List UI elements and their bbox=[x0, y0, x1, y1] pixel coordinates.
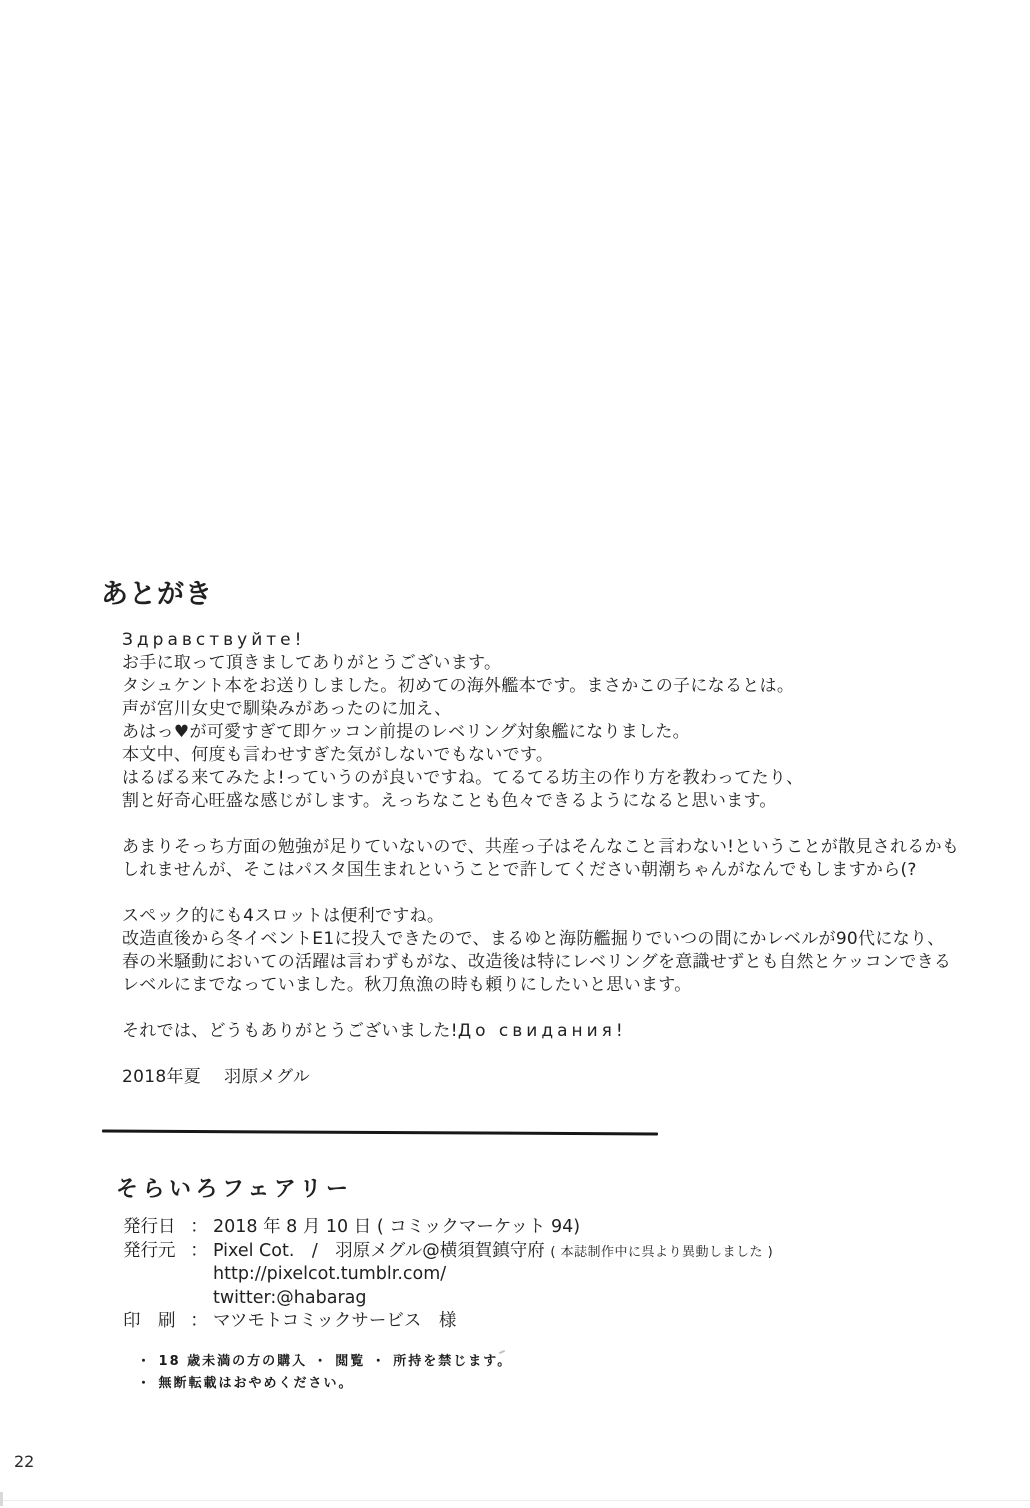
note-line: ・ 無断転載はおやめください。 bbox=[137, 1375, 354, 1391]
colophon-colon: ： bbox=[190, 1240, 208, 1261]
colophon bbox=[123, 1216, 773, 1334]
colophon-row bbox=[123, 1263, 773, 1287]
afterword-line bbox=[122, 928, 952, 951]
colophon-colon: ： bbox=[190, 1311, 208, 1331]
colophon-colon bbox=[185, 1263, 213, 1287]
note-line: ・ 18 歳未満の方の購入 ・ 閲覧 ・ 所持を禁じます。 bbox=[137, 1354, 513, 1369]
colophon-value bbox=[213, 1263, 446, 1287]
text-segment: レベルにまでなっていました。秋刀魚漁の時も頼りにしたいと思います。 bbox=[122, 975, 692, 995]
blank-line bbox=[122, 813, 952, 836]
text-segment: それでは、どうもありがとうございました! bbox=[122, 1021, 458, 1041]
afterword-line bbox=[122, 675, 952, 698]
colophon-label: 印 刷 bbox=[123, 1311, 176, 1331]
text-segment: 割と好奇心旺盛な感じがします。えっちなことも色々できるようになると思います。 bbox=[122, 791, 777, 811]
afterword-line bbox=[122, 836, 960, 859]
afterword-line bbox=[122, 790, 952, 813]
text-segment: タシュケント本をお送りしました。初めての海外艦本です。まさかこの子になるとは。 bbox=[122, 676, 795, 696]
colophon-value bbox=[213, 1287, 366, 1311]
colophon-value bbox=[213, 1310, 456, 1334]
afterword-line bbox=[122, 859, 952, 882]
colophon-value bbox=[213, 1216, 580, 1240]
colophon-colon bbox=[185, 1287, 213, 1311]
colophon-colon: ： bbox=[190, 1217, 208, 1237]
colophon-label: 発行元 bbox=[123, 1240, 176, 1261]
text-segment: はるばる来てみたよ!っていうのが良いですね。てるてる坊主の作り方を教わってたり、 bbox=[122, 768, 804, 788]
afterword-line bbox=[122, 629, 952, 652]
text-segment: http://pixelcot.tumblr.com/ bbox=[213, 1264, 447, 1284]
colophon-label bbox=[123, 1263, 185, 1287]
colophon-row bbox=[123, 1310, 773, 1334]
text-segment: До свидания! bbox=[457, 1021, 627, 1041]
text-segment: Pixel Cot. / 羽原メグル@横須賀鎮守府 bbox=[213, 1240, 551, 1261]
text-segment: マツモトコミックサービス 様 bbox=[213, 1311, 457, 1331]
colophon-label: 発行日 bbox=[123, 1217, 176, 1237]
text-segment: 本文中、何度も言わせすぎた気がしないでもないです。 bbox=[122, 745, 554, 765]
scan-edge-line bbox=[0, 1500, 1030, 1501]
divider-line bbox=[102, 1130, 658, 1136]
afterword-heading: あとがき bbox=[101, 579, 213, 610]
text-segment: スペック的にも4スロットは便利ですね。 bbox=[122, 906, 445, 926]
colophon-row bbox=[123, 1287, 773, 1311]
page-number: 22 bbox=[14, 1452, 35, 1471]
afterword-line bbox=[122, 905, 952, 928]
colophon-label bbox=[123, 1287, 185, 1311]
text-segment: 改造直後から冬イベントE1に投入できたので、まるゆと海防艦掘りでいつの間にかレベルが90代になり、 bbox=[122, 929, 945, 949]
text-segment: 春の米騒動においての活躍は言わずもがな、改造後は特にレベリングを意識せずとも自然とケッコンできる bbox=[122, 952, 952, 972]
text-segment: あまりそっち方面の勉強が足りていないので、共産っ子はそんなこと言わない!ということが散見されるかも bbox=[122, 837, 960, 857]
afterword-line bbox=[122, 1020, 952, 1043]
afterword-line bbox=[122, 744, 952, 767]
restriction-notes bbox=[137, 1351, 512, 1394]
afterword-line bbox=[122, 698, 952, 721]
colophon-row bbox=[123, 1240, 773, 1264]
afterword-line bbox=[122, 974, 952, 997]
afterword-text bbox=[122, 629, 960, 1089]
afterword-line bbox=[122, 767, 952, 790]
afterword-line bbox=[122, 721, 952, 744]
text-segment: twitter:@habarag bbox=[213, 1287, 367, 1308]
colophon-value bbox=[213, 1240, 773, 1264]
afterword-line bbox=[122, 652, 952, 675]
text-segment: しれませんが、そこはパスタ国生まれということで許してください朝潮ちゃんがなんでもしますから(? bbox=[122, 860, 917, 880]
afterword-line bbox=[122, 951, 952, 974]
text-segment: Здравствуйте! bbox=[122, 630, 306, 650]
text-segment: 声が宮川女史で馴染みがあったのに加え、 bbox=[122, 699, 452, 719]
text-segment: お手に取って頂きましてありがとうございます。 bbox=[122, 653, 502, 673]
doujin-title: そらいろフェアリー bbox=[116, 1177, 353, 1202]
text-segment: ( 本誌制作中に呉より異動しました ) bbox=[550, 1244, 774, 1260]
afterword-line bbox=[122, 1066, 952, 1089]
scan-edge-notch bbox=[0, 1492, 3, 1506]
blank-line bbox=[122, 882, 952, 905]
colophon-row bbox=[123, 1216, 773, 1240]
blank-line bbox=[122, 997, 952, 1020]
blank-line bbox=[122, 1043, 952, 1066]
text-segment: 2018年夏 羽原メグル bbox=[122, 1067, 311, 1087]
text-segment: 2018 年 8 月 10 日 ( コミックマーケット 94) bbox=[213, 1217, 581, 1237]
text-segment: あはっ♥が可愛すぎて即ケッコン前提のレベリング対象艦になりました。 bbox=[122, 722, 690, 742]
